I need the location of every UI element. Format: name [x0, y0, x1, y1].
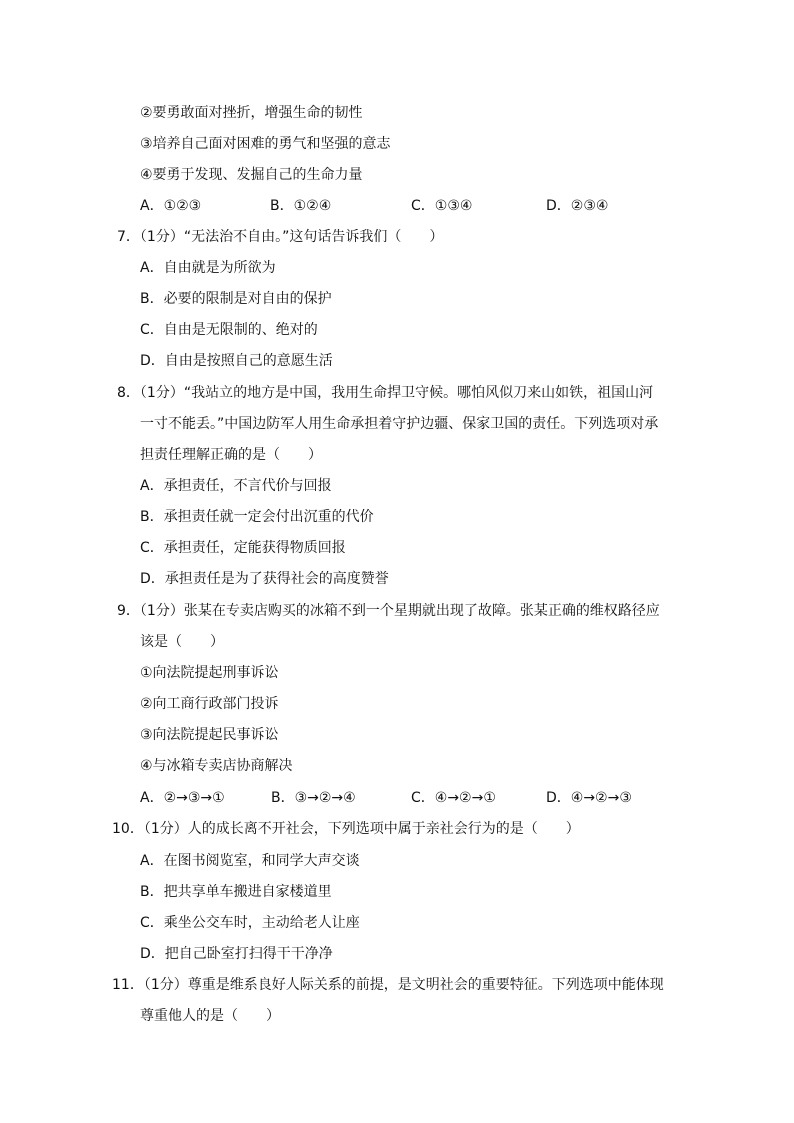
q8-option-d: D．承担责任是为了获得社会的高度赞誉 — [140, 571, 389, 587]
q6-option-b: B．①②④ — [270, 198, 332, 214]
q8-stem-line-2: 一寸不能丢。”中国边防军人用生命承担着守护边疆、保家卫国的责任。下列选项对承 — [140, 416, 659, 432]
q9-stem-line-2: 该是（ ） — [140, 634, 224, 650]
q9-stem-line-1: 9．（1分）张某在专卖店购买的冰箱不到一个星期就出现了故障。张某正确的维权路径应 — [117, 603, 660, 619]
q8-stem-line-1: 8．（1分）“我站立的地方是中国，我用生命捍卫守候。哪怕风似刀来山如铁，祖国山河 — [117, 385, 654, 401]
q10-option-c: C．乘坐公交车时，主动给老人让座 — [140, 915, 360, 931]
q10-option-a: A．在图书阅览室，和同学大声交谈 — [140, 853, 360, 869]
q8-stem-line-3: 担责任理解正确的是（ ） — [140, 447, 322, 463]
q10-option-d: D．把自己卧室打扫得干干净净 — [140, 946, 333, 962]
q11-stem-line-2: 尊重他人的是（ ） — [140, 1008, 280, 1024]
q7-option-a: A．自由就是为所欲为 — [140, 260, 276, 276]
q8-option-b: B．承担责任就一定会付出沉重的代价 — [140, 509, 374, 525]
q6-item-4: ④要勇于发现、发掘自己的生命力量 — [140, 167, 363, 183]
q11-stem-line-1: 11．（1分）尊重是维系良好人际关系的前提，是文明社会的重要特征。下列选项中能体现 — [112, 977, 664, 993]
q9-item-4: ④与冰箱专卖店协商解决 — [140, 758, 293, 774]
q6-option-c: C．①③④ — [411, 198, 473, 214]
q6-item-3: ③培养自己面对困难的勇气和坚强的意志 — [140, 136, 391, 152]
q9-item-2: ②向工商行政部门投诉 — [140, 696, 279, 712]
q9-option-c: C．④→②→① — [411, 790, 496, 806]
q10-option-b: B．把共享单车搬进自家楼道里 — [140, 884, 332, 900]
q9-item-3: ③向法院提起民事诉讼 — [140, 727, 279, 743]
q9-option-b: B．③→②→④ — [271, 790, 356, 806]
q7-option-c: C．自由是无限制的、绝对的 — [140, 322, 318, 338]
q7-option-b: B．必要的限制是对自由的保护 — [140, 291, 332, 307]
q8-option-a: A．承担责任，不言代价与回报 — [140, 478, 332, 494]
q9-option-a: A．②→③→① — [140, 790, 225, 806]
q9-item-1: ①向法院提起刑事诉讼 — [140, 665, 279, 681]
q6-option-d: D．②③④ — [546, 198, 609, 214]
q9-option-d: D．④→②→③ — [546, 790, 632, 806]
q7-option-d: D．自由是按照自己的意愿生活 — [140, 353, 333, 369]
q8-option-c: C．承担责任，定能获得物质回报 — [140, 540, 346, 556]
q10-stem: 10．（1分）人的成长离不开社会，下列选项中属于亲社会行为的是（ ） — [112, 821, 580, 837]
q7-stem: 7．（1分）“无法治不自由。”这句话告诉我们（ ） — [117, 229, 444, 245]
q6-option-a: A．①②③ — [140, 198, 202, 214]
q6-item-2: ②要勇敢面对挫折，增强生命的韧性 — [140, 105, 363, 121]
